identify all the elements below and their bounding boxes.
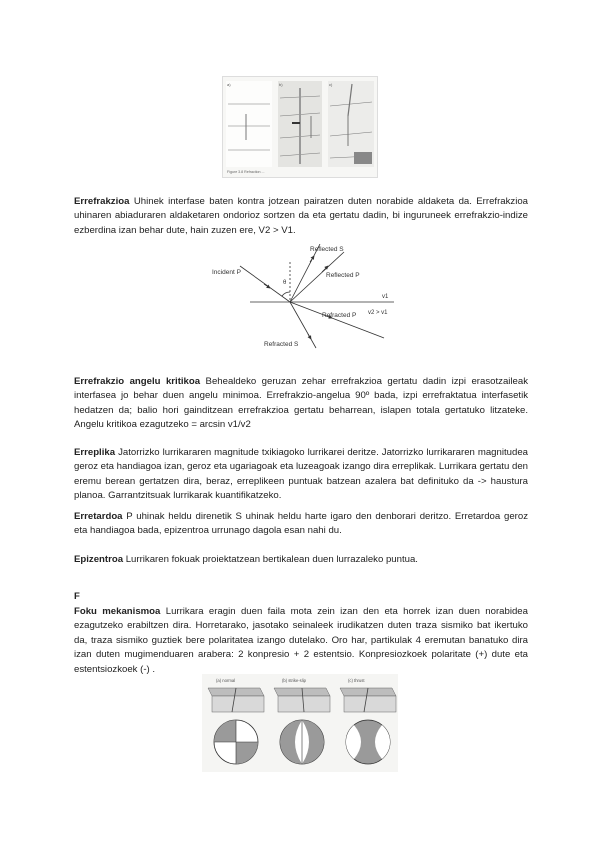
top-figure-caption: Figure 3.8 Refraction ... [227, 170, 265, 174]
label-incident-p: Incident P [212, 269, 241, 276]
label-v2: v2 > v1 [368, 310, 388, 316]
focal-mechanism-figure [202, 674, 398, 772]
panel-label-c: c) [329, 82, 333, 87]
refraction-diagram [204, 244, 400, 354]
refracted-p-ray [290, 302, 384, 338]
term-erreplika: Erreplika [74, 447, 116, 458]
panel-label-b: b) [279, 82, 283, 87]
paragraph-angelu-kritikoa [74, 375, 528, 433]
beachball-a [214, 720, 258, 764]
term-foku-mekanismoa: Foku mekanismoa [74, 606, 161, 617]
label-reflected-p: Reflected P [326, 272, 360, 279]
paragraph-epizentroa [74, 553, 528, 567]
text-angelu-kritikoa: Behealdeko geruzan zehar errefrakzioa gertatu dadin izpi erasotzaileak interfasea jo behar duen angelu minimoa. Errefrakzio-angelua 90º bada, izpi errefraktatua interfasetik hedatzen da; balio hori gainditzean errefrakzioa gertatu beharrean, islapen totala gertatuko litzateke. Angelu kritikoa ezagutzeko = arcsin v1/v2 [74, 376, 529, 431]
focal-label-b: (b) strike-slip [282, 678, 306, 683]
incident-arrow [264, 284, 270, 288]
text-erretardoa: P uhinak heldu direnetik S uhinak heldu harte igaro den denborari deritzo. Erretardoa geroz eta handiagoa bada, epizentroa urrunago dagola esan nahi du. [74, 511, 528, 537]
angle-arc [282, 292, 290, 296]
label-reflected-s: Reflected S [310, 246, 344, 253]
paragraph-erreplika [74, 446, 528, 504]
text-erreplika: Jatorrizko lurrikararen magnitude txikiagoko lurrikarei deritze. Jatorrizko lurrikararen magnitudea geroz eta handiagoa izan, geroz eta ugariagoak eta luzeagoak izango dira erreplikak. Lurrikara gertatu den eremu berean gertatzen dira, beraz, erreplikeen puntuak batzean azalera bat definituko da -> haustura planoa. Garrantzitsuak lurrikarak kuantifikatzeko. [74, 447, 528, 502]
label-angle: θ [283, 280, 287, 286]
text-errefrakzioa: Uhinek interfase baten kontra jotzean pairatzen duten norabide aldaketa da. Errefrakzioa uhinaren abiaduraren aldaketaren ondorioz sortzen da eta gertatu dadin, bi inguruneek errefrakzio-indize ezberdina izan behar dute, hain zuzen ere, V2 > V1. [74, 196, 528, 236]
beachball-c [346, 720, 390, 764]
label-v1: v1 [382, 294, 389, 300]
text-foku-mekanismoa: Lurrikara eragin duen faila mota zein izan den eta horrek izan duen norabidea ezagutzeko erabiltzen dira. Horretarako, jasotako seinaleek irudikatzen duten traza sismiko bat ikertuko da, traza sismiko guztiek bere polaritatea izango dutelako. Oro har, partikulak 4 eremutan banatuko dira izan duten mugimenduaren arabera: 2 konpresio + 2 estentsio. Konpresiozkoek polaritate (+) dute eta estentsiozkoek (-) . [74, 606, 528, 675]
panel-label-a: a) [227, 82, 231, 87]
top-figure [222, 76, 378, 178]
paragraph-errefrakzioa [74, 195, 528, 238]
term-errefrakzioa: Errefrakzioa [74, 196, 130, 207]
block-a [208, 688, 264, 712]
paragraph-erretardoa [74, 510, 528, 539]
label-refracted-s: Refracted S [264, 341, 299, 348]
beachball-b [280, 720, 324, 764]
focal-label-c: (c) thrust [348, 678, 365, 683]
refracted-s-arrow [308, 334, 311, 339]
term-erretardoa: Erretardoa [74, 511, 123, 522]
block-b [274, 688, 330, 712]
section-letter: F [74, 591, 80, 602]
reflected-s-arrow [310, 256, 314, 262]
focal-label-a: (a) normal [216, 678, 236, 683]
term-epizentroa: Epizentroa [74, 554, 124, 565]
block-c [340, 688, 396, 712]
text-epizentroa: Lurrikaren fokuak proiektatzean bertikalean duen lurrazaleko puntua. [123, 554, 418, 565]
term-angelu-kritikoa: Errefrakzio angelu kritikoa [74, 376, 201, 387]
label-refracted-p: Refracted P [322, 312, 357, 319]
paragraph-foku-mekanismoa [74, 605, 528, 677]
